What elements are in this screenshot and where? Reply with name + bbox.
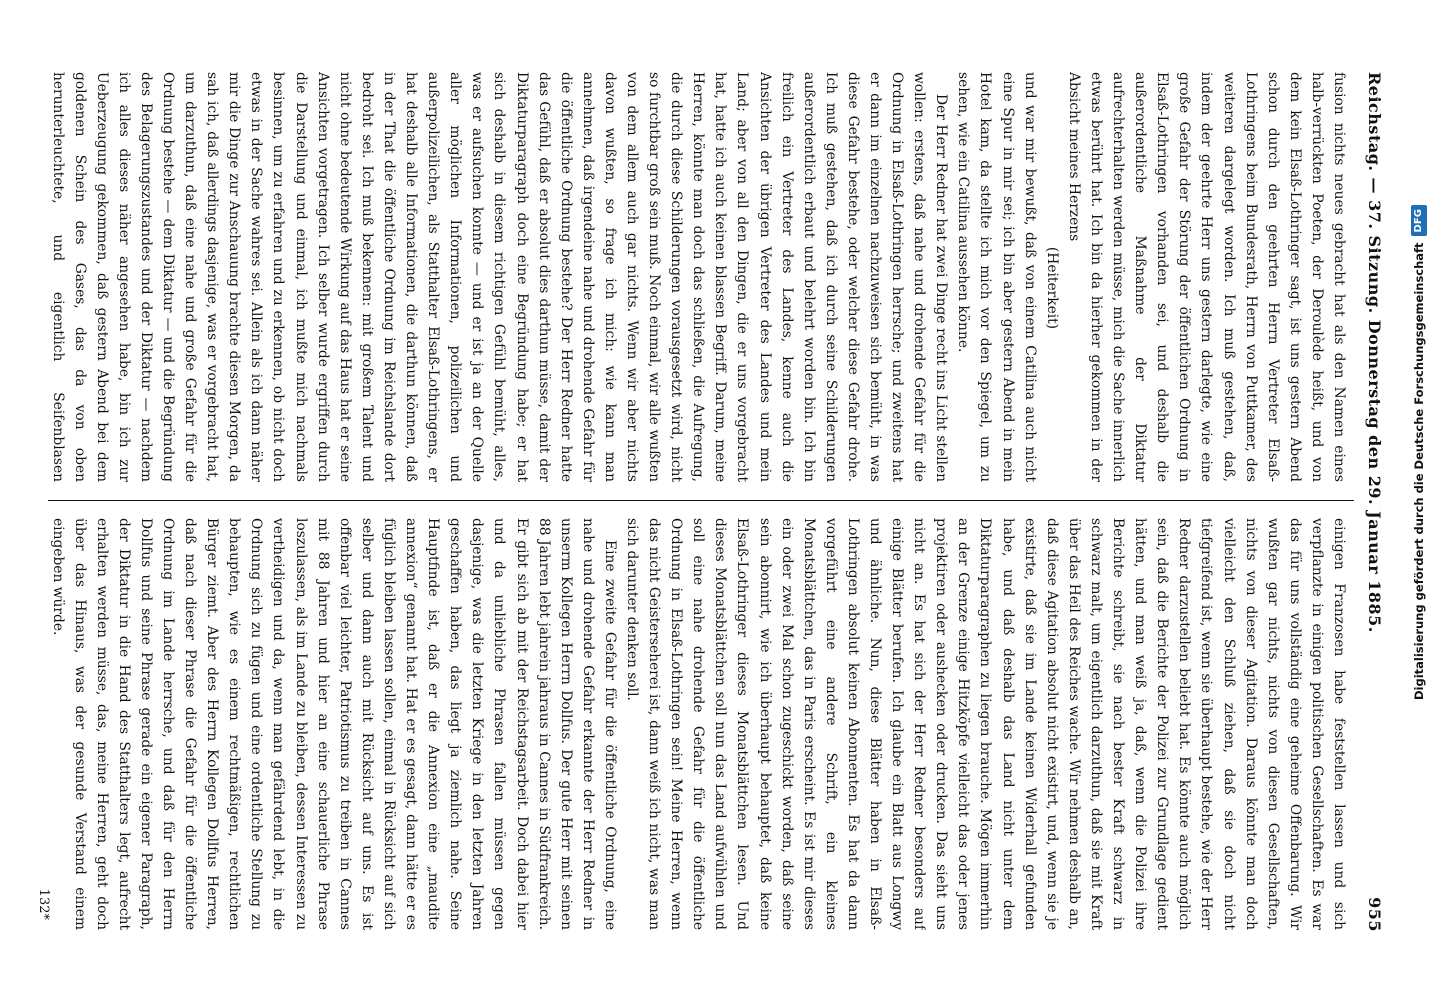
paragraph: Eine zweite Gefahr für die öffentliche Ordnung, eine nahe und drohende Gefahr erkannte der Herr Redner in unserm Kollegen Herrn Dollfus. Der gute Herr mit seinen 88 Jahren lebt jahrein jahraus in Cannes in Südfrankreich. Er gibt sich ab mit der Reichstagsarbeit. Doch dabei hier und da unliebliche Phrasen fallen müssen gegen dasjenige, was die letzten Kriege in den letzten Jahren geschaffen haben, das liegt ja ziemlich nahe. Seine Hauptfinde ist, daß er die Annexion eine „maudite annexion“ genannt hat. Hat er es gesagt, dann hätte er es füglich bleiben lassen sollen, einmal in Rücksicht auf sich selber und dann auch mit Rücksicht auf uns. Es ist offenbar viel leichter, Patriotismus zu treiben in Cannes mit 88 Jahren und hier an eine schauerliche Phrase loszulassen, als im Lande zu bleiben, dessen Interessen zu vertheidigen und da, wenn man gefährdend lebt, in die Ordnung sich zu fügen und eine ordentliche Stellung zu behaupten, wie es einem rechtmäßigen, rechtlichen Bürger ziemt. Aber des Herrn Kollegen Dollfus Herren, daß nach dieser Phrase die Gefahr für die öffentliche Ordnung im Lande herrsche, und daß für den Herrn Dollfus und seine Phrase gerade ein eigener Paragraph, der Diktatur in die Hand des Statthalters legt, aufrecht erhalten werden müsse, das, meine Herren, geht doch über das Hinaus, was der gesunde Verstand einem eingeben würde.	[49, 518, 618, 930]
header-title: Reichstag. — 37. Sitzung. Donnerstag den 29. Januar 1885.	[1365, 72, 1385, 633]
right-column	[48, 518, 1350, 930]
running-header	[1362, 72, 1388, 932]
paragraph: und war mir bewußt, daß von einem Catilina auch nicht eine Spur in mir sei; ich bin aber gestern Abend in mein Hotel kam, da stellte ich mich vor den Spiegel, um zu sehen, wie ein Catilina aussehen könne.	[955, 72, 1038, 482]
paragraph: einigen Franzosen habe feststellen lassen und sich verpflanzte in einigen politischen Gesellschaften. Es war das für uns vollständig eine geheime Offenbarung. Wir wußten gar nichts, nichts von diesen Gesellschaften, nichts von dieser Agitation. Daraus könnte man doch vielleicht den Schluß ziehen, daß sie doch nicht tiefgreifend ist, wenn sie überhaupt bestehe, wie der Herr Redner darzustellen beliebt hat. Es könnte auch möglich sein, daß die Berichte der Polizei zur Grundlage gedient hätten, und man weiß ja, daß, wenn die Polizei ihre Berichte schreibt, sie nach bester Kraft schwarz in schwarz malt, um eigentlich darzuthun, daß sie mit Kraft über das Heil des Reiches wache. Wir nehmen deshalb an, daß diese Agitation absolut nicht existirt, und, wenn sie je existirte, daß sie im Lande keinen Widerhall gefunden habe, und daß deshalb das Land nicht unter dem Diktaturparagraphen zu liegen brauche. Mögen immerhin an der Grenze einige Hitzköpfe vielleicht das oder jenes projektiren oder aushecken oder drucken. Das sieht uns nicht an. Es hat sich der Herr Redner besonders auf einige Blätter berufen. Ich glaube ein Blatt aus Longwy und ähnliche. Nun, diese Blätter haben in Elsaß-Lothringen absolut keinen Abonnenten. Es hat da dann vorgeführt eine andere Schrift, ein kleines Monatsblättchen, das in Paris erscheint. Es ist mir dieses ein oder zwei Mal schon zugeschickt worden, daß seine sein abonnirt, wie ich überhaupt behauptet, daß keine Elsaß-Lothringer dieses Monatsblättchen lesen. Und dieses Monatsblättchen soll nun das Land aufwühlen und soll eine nahe drohende Gefahr für die öffentliche Ordnung in Elsaß-Lothringen sein! Meine Herren, wenn das nicht Geisterseherei ist, dann weiß ich nicht, was man sich darunter denken soll.	[624, 518, 1347, 930]
watermark-text: Digitalisierung gefördert durch die Deutsche Forschungsgemeinschaft	[1412, 242, 1426, 700]
digitization-watermark	[1406, 0, 1430, 1000]
paragraph: fusion nichts neues gebracht hat als den Namen eines halb-verrückten Poeten, der Deroulède heißt, und von dem kein Elsaß-Lothringer sagt, ist uns gestern Abend schon durch den geehrten Herrn Vertreter Elsaß-Lothringens beim Bundesrath, Herrn von Puttkamer, des weiteren dargelegt worden. Ich muß gestehen, daß, indem der geehrte Herr uns gestern darlegte, wie eine große Gefahr der Störung der öffentlichen Ordnung in Elsaß-Lothringen vorhanden sei, und deshalb die außerordentliche Maßnahme der Diktatur aufrechterhalten werden müsse, mich die Sache innerlich etwas berührt hat. Ich bin da hierher gekommen in der Absicht meines Herzens	[1065, 72, 1347, 482]
page-number: 955	[1365, 897, 1385, 932]
dfg-logo-icon: DFG	[1411, 205, 1427, 236]
scanned-page	[30, 38, 1410, 962]
paragraph: Der Herr Redner hat zwei Dinge recht ins Licht stellen wollen: erstens, daß nahe und drohende Gefahr für die Ordnung in Elsaß-Lothringen herrsche; und zweitens hat er dann im einzelnen nachzuweisen sich bemüht, in was diese Gefahr bestehe, oder welcher diese Gefahr drohe. Ich muß gestehen, daß ich durch seine Schilderungen außerordentlich erbaut und belehrt worden bin. Ich bin freilich ein Vertreter des Landes, kenne auch die Ansichten der übrigen Vertreter des Landes und mein Land; aber von all den Dingen, die er uns vorgebracht hat, hatte ich auch keinen blassen Begriff. Darum, meine Herren, könnte man doch das schließen, die Aufregung, die durch diese Schilderungen vorausgesetzt wird, nicht so furchtbar groß sein muß. Noch einmal, wir alle wußten von dem allem auch gar nichts. Wenn wir aber nichts davon wußten, so frage ich mich: wie kann man annehmen, daß irgendeine nahe und drohende Gefahr für die öffentliche Ordnung bestehe? Der Herr Redner hatte das Gefühl, daß er absolut dies darthun müsse, damit der Diktaturparagraph doch eine Begründung habe; er hat sich deshalb in diesem richtigen Gefühl bemüht, alles, was er aufsuchen konnte — und er ist ja an der Quelle aller möglichen Informationen, polizeilichen und außerpolizeilichen, als Statthalter Elsaß-Lothringens, er hat deshalb alle Informationen, die darthun können, daß in der That die öffentliche Ordnung im Reichslande dort bedroht sei. Ich muß bekennen: mit großem Talent und nicht ohne bedeutende Wirkung auf das Haus hat er seine Ansichten vorgetragen. Ich selber wurde ergriffen durch die Darstellung und einmal, ich mußte mich nachmals besinnen, um zu erfahren und zu erkennen, ob nicht doch etwas in der Sache wahres sei. Allein als ich dann näher mir die Dinge zur Anschauung brachte diesen Morgen, da sah ich, daß allerdings dasjenige, was er vorgebracht hat, um darzuthun, daß eine nahe und große Gefahr für die Ordnung bestehe — dem Diktatur — und die Begründung des Belagerungszustandes und der Diktatur — nachdem ich alles dieses näher angesehen habe, bin ich zur Ueberzeugung gekommen, daß gestern Abend bei dem goldenen Schein des Gases, das da von oben herunterleuchtete, und eigentlich Seifenblasen	[49, 72, 950, 482]
column-divider	[48, 500, 1354, 501]
signature-mark: 132*	[36, 888, 51, 920]
interjection: (Heiterkeit)	[1043, 246, 1060, 330]
watermark-label	[1408, 0, 1430, 700]
left-column	[48, 72, 1350, 482]
rotated-page-content	[30, 38, 1410, 962]
